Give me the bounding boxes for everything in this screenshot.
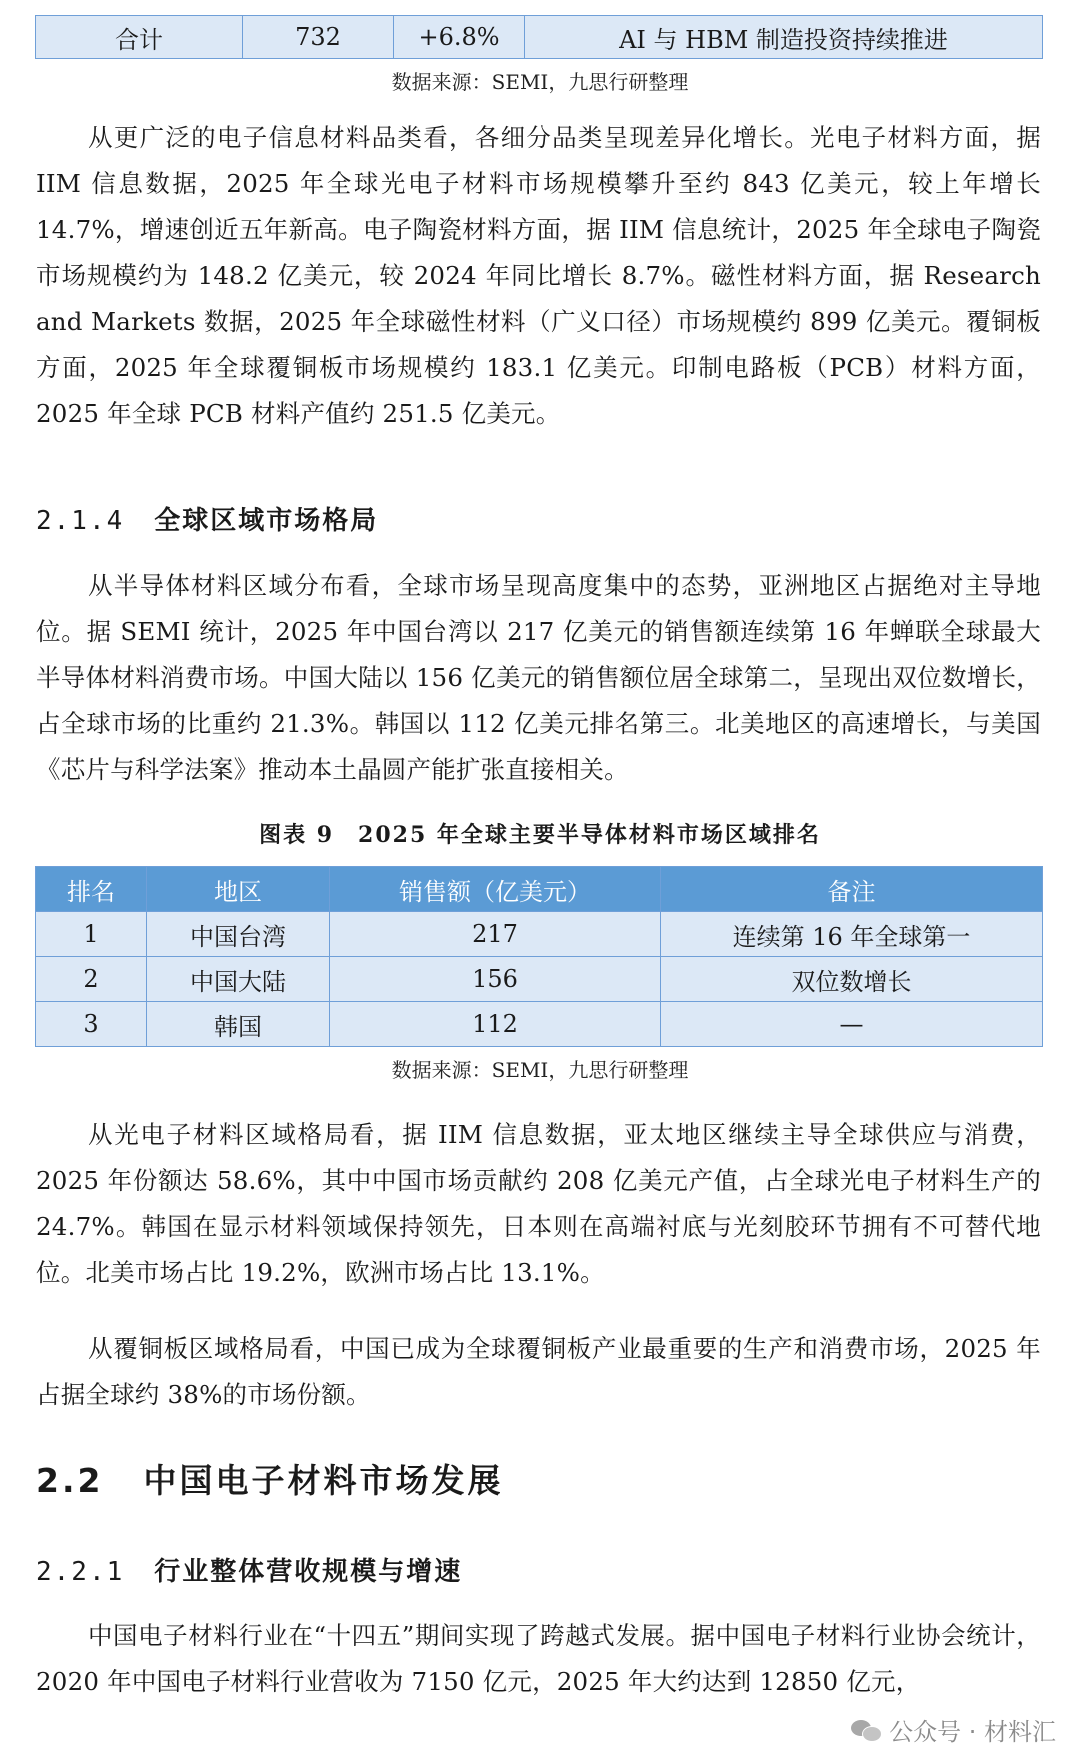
section-heading-2-1-4 (36, 500, 378, 537)
table-cell: — (661, 1002, 1043, 1047)
section-number: 2.2 (36, 1461, 104, 1500)
table-cell: AI 与 HBM 制造投资持续推进 (525, 16, 1043, 59)
column-header: 备注 (661, 867, 1043, 912)
section-number: 2.2.1 (36, 1557, 125, 1587)
table-cell: 合计 (36, 16, 243, 59)
table-row (36, 957, 1043, 1002)
section-heading-2-2 (36, 1455, 503, 1502)
table-cell: 中国台湾 (147, 912, 330, 957)
section-number: 2.1.4 (36, 506, 125, 536)
table-cell: 217 (330, 912, 661, 957)
section-title: 全球区域市场格局 (154, 506, 379, 536)
table-cell: 韩国 (147, 1002, 330, 1047)
table-cell: 双位数增长 (661, 957, 1043, 1002)
section-heading-2-2-1 (36, 1551, 462, 1588)
table-header-row (36, 867, 1043, 912)
table-cell: +6.8% (394, 16, 525, 59)
table-row (36, 16, 1043, 59)
wechat-watermark (851, 1712, 1056, 1747)
summary-table (35, 15, 1043, 59)
paragraph-china-revenue: 中国电子材料行业在“十四五”期间实现了跨越式发展。据中国电子材料行业协会统计，2020 年中国电子材料行业营收为 7150 亿元，2025 年大约达到 12850 亿元， (36, 1621, 1041, 1696)
column-header: 销售额（亿美元） (330, 867, 661, 912)
table-cell: 中国大陆 (147, 957, 330, 1002)
watermark-text: 公众号 · 材料汇 (889, 1718, 1056, 1746)
section-title: 中国电子材料市场发展 (143, 1461, 504, 1500)
table-source-note: 数据来源：SEMI，九思行研整理 (391, 70, 689, 94)
table-cell: 连续第 16 年全球第一 (661, 912, 1043, 957)
table-cell: 732 (243, 16, 394, 59)
paragraph-regional-distribution: 从半导体材料区域分布看，全球市场呈现高度集中的态势，亚洲地区占据绝对主导地位。据 SEMI 统计，2025 年中国台湾以 217 亿美元的销售额连续第 16 年蝉联全球最大半导体材料消费市场。中国大陆以 156 亿美元的销售额位居全球第二，呈现出双位数增长，占全球市场的比重约 21.3%。韩国以 112 亿美元排名第三。北美地区的高速增长，与美国《芯片与科学法案》推动本土晶圆产能扩张直接相关。 (36, 571, 1041, 784)
table-source-note: 数据来源：SEMI，九思行研整理 (391, 1058, 689, 1082)
wechat-icon (851, 1718, 881, 1742)
table-cell: 2 (36, 957, 147, 1002)
column-header: 排名 (36, 867, 147, 912)
paragraph-optoelectronic-regions: 从光电子材料区域格局看，据 IIM 信息数据，亚太地区继续主导全球供应与消费，2025 年份额达 58.6%，其中中国市场贡献约 208 亿美元产值，占全球光电子材料生产的 24.7%。韩国在显示材料领域保持领先，日本则在高端衬底与光刻胶环节拥有不可替代地位。北美市场占比 19.2%，欧洲市场占比 13.1%。 (36, 1120, 1041, 1287)
table-cell: 1 (36, 912, 147, 957)
paragraph-materials-overview: 从更广泛的电子信息材料品类看，各细分品类呈现差异化增长。光电子材料方面，据 IIM 信息数据，2025 年全球光电子材料市场规模攀升至约 843 亿美元，较上年增长 14.7%，增速创近五年新高。电子陶瓷材料方面，据 IIM 信息统计，2025 年全球电子陶瓷市场规模约为 148.2 亿美元，较 2024 年同比增长 8.7%。磁性材料方面，据 Research and Markets 数据，2025 年全球磁性材料（广义口径）市场规模约 899 亿美元。覆铜板方面，2025 年全球覆铜板市场规模约 183.1 亿美元。印制电路板（PCB）材料方面，2025 年全球 PCB 材料产值约 251.5 亿美元。 (36, 123, 1041, 428)
table-cell: 112 (330, 1002, 661, 1047)
figure-caption: 图表 9 2025 年全球主要半导体材料市场区域排名 (259, 822, 821, 848)
region-ranking-table (35, 866, 1043, 1047)
paragraph-ccl-regions: 从覆铜板区域格局看，中国已成为全球覆铜板产业最重要的生产和消费市场，2025 年占据全球约 38%的市场份额。 (36, 1334, 1041, 1409)
table-cell: 156 (330, 957, 661, 1002)
table-row (36, 912, 1043, 957)
column-header: 地区 (147, 867, 330, 912)
table-row (36, 1002, 1043, 1047)
table-cell: 3 (36, 1002, 147, 1047)
section-title: 行业整体营收规模与增速 (154, 1557, 463, 1587)
